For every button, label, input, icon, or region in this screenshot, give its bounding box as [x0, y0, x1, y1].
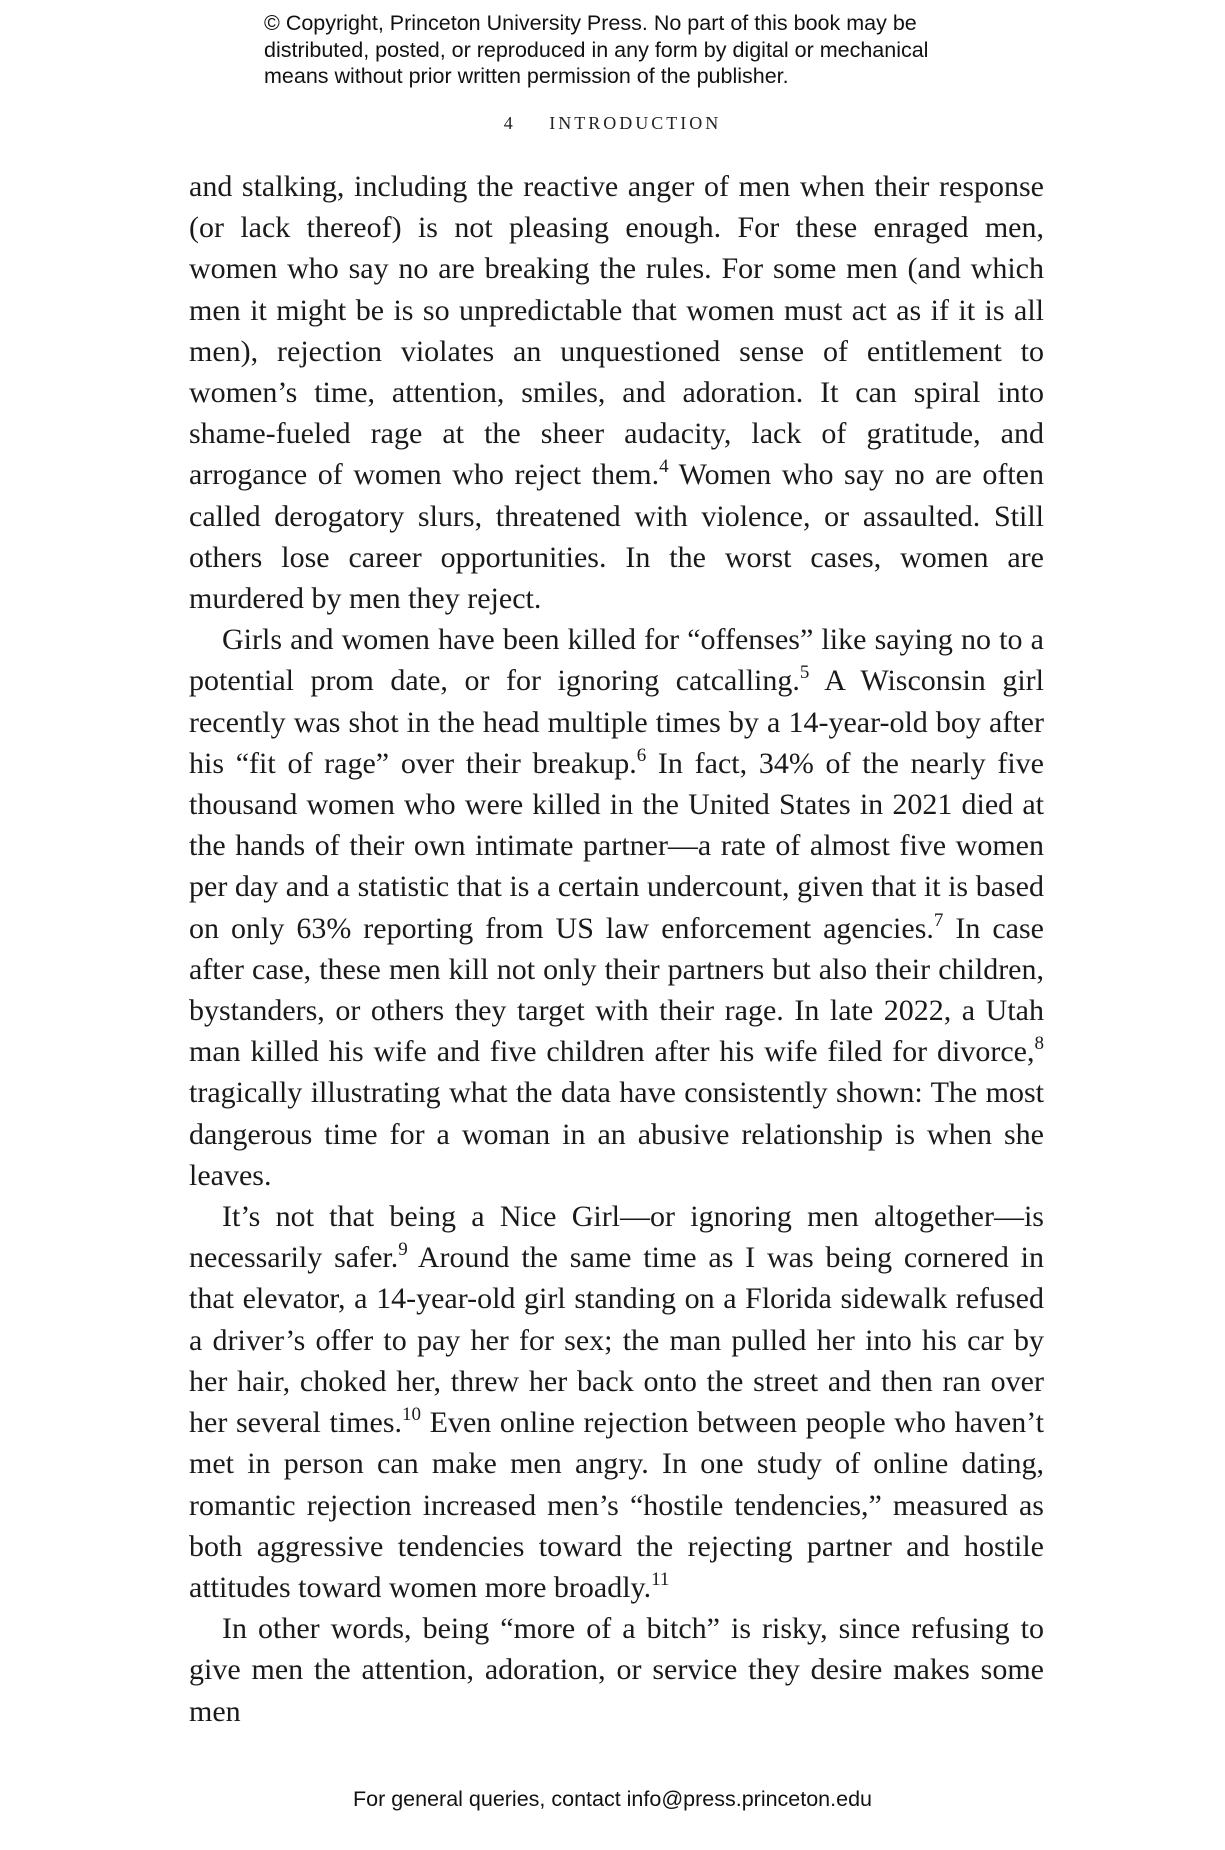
- copyright-line: means without prior written permission of the publisher.: [264, 64, 789, 88]
- paragraph: [189, 1608, 1044, 1732]
- footer-contact: For general queries, contact info@press.princeton.edu: [352, 1787, 872, 1811]
- paragraph-text: In other words, being “more of a bitch” is risky, since refusing to give men the attention, adoration, or service they desire makes some men: [189, 1612, 1044, 1728]
- paragraph-text: Girls and women have been killed for “offenses” like saying no to a potential prom date, or for ignoring catcalling.: [189, 623, 1044, 698]
- paragraph-text: Women who say no are often called derogatory slurs, threatened with violence, or assaulted. Still others lose career opportunities. In the worst cases, women are murdered by men they reject.: [189, 458, 1044, 616]
- footnote-marker: 8: [1034, 1033, 1044, 1055]
- body-text: [189, 166, 1044, 1732]
- copyright-line: © Copyright, Princeton University Press. No part of this book may be: [264, 11, 917, 35]
- copyright-line: distributed, posted, or reproduced in any form by digital or mechanical: [264, 37, 929, 62]
- footnote-marker: 4: [659, 456, 669, 478]
- copyright-notice: [264, 10, 984, 90]
- paragraph: [189, 1196, 1044, 1608]
- paragraph: [189, 166, 1044, 619]
- paragraph-text: In case after case, these men kill not only their partners but also their children, bystanders, or others they target with their rage. In late 2022, a Utah man killed his wife and five children after his wife filed for divorce,: [189, 911, 1044, 1069]
- footnote-marker: 5: [799, 662, 810, 684]
- running-head: [0, 113, 1225, 134]
- footnote-marker: 6: [636, 744, 647, 766]
- chapter-title: INTRODUCTION: [549, 113, 722, 133]
- paragraph-text: A Wisconsin girl recently was shot in the head multiple times by a 14-year-old boy after his “fit of rage” over their breakup.: [189, 664, 1045, 780]
- paragraph-text: and stalking, including the reactive anger of men when their response (or lack thereof) is not pleasing enough. For these enraged men, women who say no are breaking the rules. For some men (and which men it might be is so unpredictable that women must act as if it is all men), rejection violates an unquestioned sense of entitlement to women’s time, attention, smiles, and adoration. It can spiral into shame-fueled rage at the sheer audacity, lack of gratitude, and arrogance of women who reject them.: [189, 170, 1044, 492]
- paragraph-text: Even online rejection between people who haven’t met in person can make men angry. In one study of online dating, romantic rejection increased men’s “hostile tendencies,” measured as both aggressive tendencies toward the rejecting partner and hostile attitudes toward women more broadly.: [189, 1406, 1044, 1604]
- paragraph-text: Around the same time as I was being cornered in that elevator, a 14-year-old girl standing on a Florida sidewalk refused a driver’s offer to pay her for sex; the man pulled her into his car by her hair, choked her, threw her back onto the street and then ran over her several times.: [189, 1241, 1044, 1440]
- footnote-marker: 10: [402, 1404, 422, 1426]
- paragraph-text: It’s not that being a Nice Girl—or ignoring men altogether—is necessarily safer.: [189, 1200, 1044, 1275]
- footnote-marker: 9: [398, 1239, 408, 1261]
- paragraph-text: In fact, 34% of the nearly five thousand women who were killed in the United States in 2021 died at the hands of their own intimate partner—a rate of almost five women per day and a statistic that is a certain undercount, given that it is based on only 63% reporting from US law enforcement agencies.: [189, 746, 1044, 945]
- paragraph-text: tragically illustrating what the data have consistently shown: The most dangerous time for a woman in an abusive relationship is when she leaves.: [189, 1076, 1044, 1192]
- page-number: 4: [503, 113, 516, 133]
- footnote-marker: 7: [933, 909, 944, 931]
- footnote-marker: 11: [651, 1568, 670, 1590]
- paragraph: [189, 619, 1044, 1196]
